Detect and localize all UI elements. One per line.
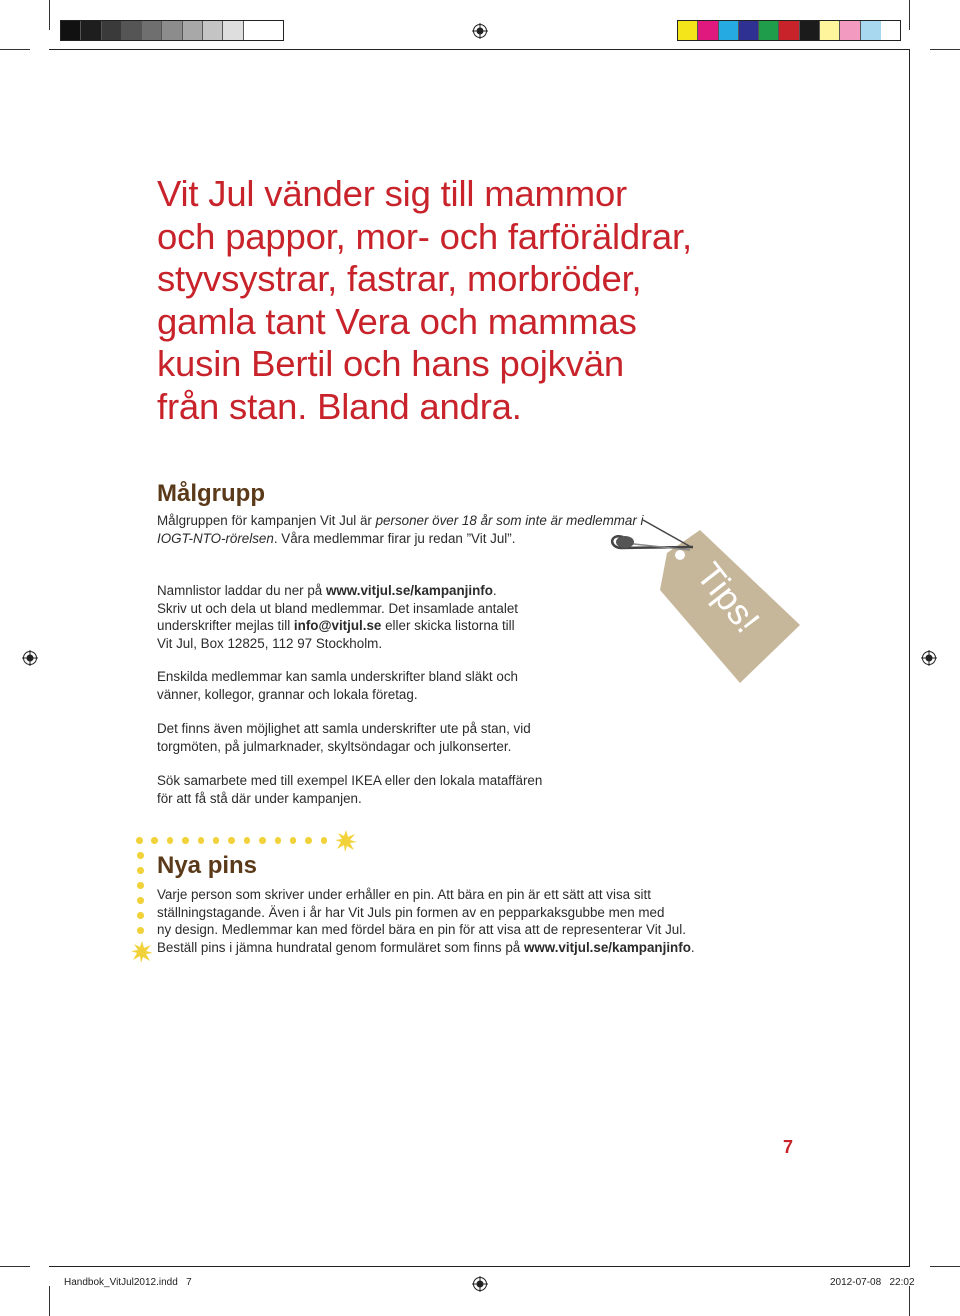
color-swatch [861, 21, 881, 40]
crop-mark [930, 1266, 960, 1267]
color-swatch [81, 21, 101, 40]
color-swatch [122, 21, 142, 40]
color-swatch [840, 21, 860, 40]
color-swatch [719, 21, 739, 40]
color-swatch [820, 21, 840, 40]
text: torgmöten, på julmarknader, skyltsöndagar och julkonserter. [157, 738, 512, 754]
malgrupp-paragraph [157, 512, 644, 547]
headline-line: styvsystrar, fastrar, morbröder, [157, 258, 642, 300]
text: Sök samarbete med till exempel IKEA eller den lokala mataffären [157, 773, 543, 788]
text: eller skicka listorna till [381, 618, 515, 633]
color-swatch [61, 21, 81, 40]
slug-date: 2012-07-08 22:02 [830, 1277, 915, 1288]
crop-mark [0, 1266, 30, 1267]
dotted-border-left [137, 852, 144, 934]
website-link[interactable]: www.vitjul.se/kampanjinfo [325, 583, 493, 598]
color-swatch [678, 21, 698, 40]
text: Namnlistor laddar du ner på [157, 583, 326, 598]
page-edge-bottom [49, 1266, 910, 1267]
headline-line: kusin Bertil och hans pojkvän [157, 343, 624, 385]
color-swatch [759, 21, 779, 40]
color-swatch [162, 21, 182, 40]
color-swatch [698, 21, 718, 40]
text: . [492, 583, 497, 598]
headline-line: gamla tant Vera och mammas [157, 300, 637, 342]
color-swatch [779, 21, 799, 40]
text: . Våra medlemmar firar ju redan ”Vit Jul”. [273, 530, 516, 546]
process-color-bar [677, 20, 901, 41]
stan-paragraph [157, 720, 531, 755]
text-emphasis: personer över 18 år som inte är medlemmar i [375, 513, 644, 528]
text: Målgruppen för kampanjen Vit Jul är [157, 513, 376, 528]
registration-mark-icon [22, 650, 38, 666]
crop-mark [49, 1286, 50, 1316]
star-burst-icon [335, 830, 357, 852]
pins-heading: Nya pins [157, 852, 258, 879]
registration-mark-icon [921, 650, 937, 666]
text: Vit Jul, Box 12825, 112 97 Stockholm. [157, 635, 383, 651]
dotted-border-top [136, 837, 327, 845]
tips-tag-icon [605, 515, 805, 685]
page-edge-right [909, 49, 910, 1266]
crop-mark [930, 49, 960, 50]
text: Skriv ut och dela ut bland medlemmar. Det insamlade antalet [157, 600, 518, 616]
color-swatch [203, 21, 223, 40]
color-swatch [183, 21, 203, 40]
color-swatch [223, 21, 243, 40]
crop-mark [909, 0, 910, 30]
text: ny design. Medlemmar kan med fördel bära en pin för att visa att de representerar Vit Jul. [157, 922, 686, 937]
text: ställningstagande. Även i år har Vit Juls pin formen av en pepparkaksgubbe men med [157, 904, 665, 920]
color-swatch [102, 21, 122, 40]
color-swatch [739, 21, 759, 40]
page-edge-top [49, 49, 910, 50]
text: för att få stå där under kampanjen. [157, 790, 362, 806]
email-link[interactable]: info@vitjul.se [293, 618, 382, 633]
text: Det finns även möjlighet att samla underskrifter ute på stan, vid [157, 721, 531, 736]
text-emphasis: IOGT-NTO-rörelsen [157, 530, 274, 546]
pins-paragraph [157, 886, 695, 956]
crop-mark [49, 0, 50, 30]
tips-label: Tips! [688, 554, 769, 641]
crop-mark [0, 49, 30, 50]
headline-line: Vit Jul vänder sig till mammor [157, 173, 627, 214]
text: . [690, 939, 695, 955]
color-swatch [142, 21, 162, 40]
text: Enskilda medlemmar kan samla underskrifter bland släkt och [157, 669, 518, 684]
headline [157, 173, 857, 429]
color-swatch [800, 21, 820, 40]
color-swatch [244, 21, 264, 40]
star-burst-icon [131, 941, 153, 963]
text: vänner, kollegor, grannar och lokala företag. [157, 686, 418, 702]
malgrupp-heading: Målgrupp [157, 480, 265, 507]
enskilda-paragraph [157, 668, 518, 703]
page-number: 7 [783, 1137, 794, 1157]
namnlistor-paragraph [157, 582, 518, 652]
headline-line: från stan. Bland andra. [157, 385, 522, 427]
text: Varje person som skriver under erhåller en pin. Att bära en pin är ett sätt att visa sitt [157, 887, 651, 902]
slug-filename: Handbok_VitJul2012.indd 7 [64, 1277, 192, 1288]
text: underskrifter mejlas till [157, 618, 294, 633]
grayscale-color-bar [60, 20, 284, 41]
headline-line: och pappor, mor- och farföräldrar, [157, 215, 692, 257]
text: Beställ pins i jämna hundratal genom formuläret som finns på [157, 939, 524, 955]
registration-mark-icon [472, 23, 488, 39]
website-link[interactable]: www.vitjul.se/kampanjinfo [523, 939, 691, 955]
samarbete-paragraph [157, 772, 542, 807]
crop-mark [909, 1286, 910, 1316]
registration-mark-icon [472, 1276, 488, 1292]
